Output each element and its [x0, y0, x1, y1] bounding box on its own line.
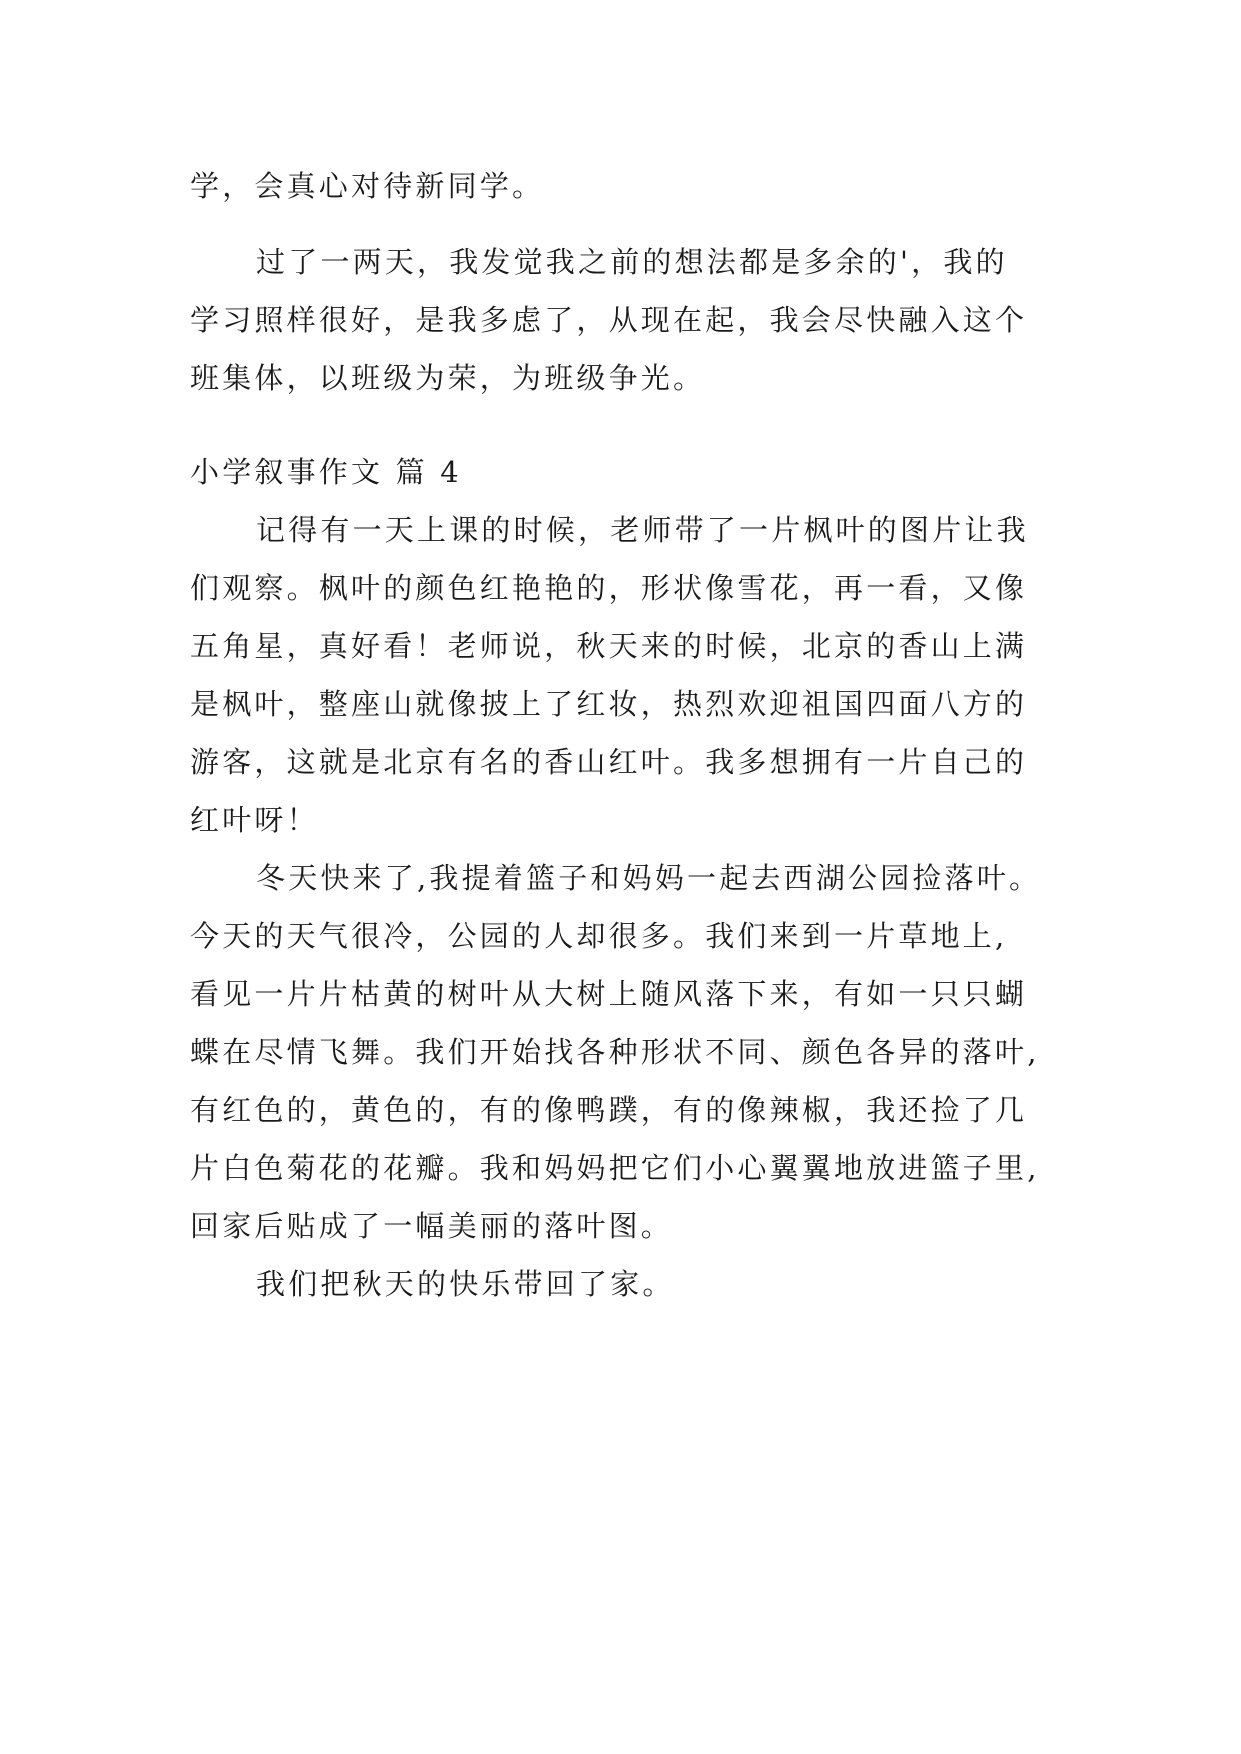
section-heading: 小学叙事作文 篇 4 — [190, 455, 462, 489]
text-line: 学，会真心对待新同学。 — [190, 169, 545, 203]
text-line: 今天的天气很冷，公园的人却很多。我们来到一片草地上, — [190, 919, 1008, 953]
text-line: 是枫叶，整座山就像披上了红妆，热烈欢迎祖国四面八方的 — [190, 687, 1028, 721]
section-gap — [190, 407, 1062, 443]
text-line: 记得有一天上课的时候，老师带了一片枫叶的图片让我 — [256, 513, 1029, 547]
paragraph-continued — [190, 157, 1062, 215]
text-line: 我们把秋天的快乐带回了家。 — [256, 1267, 675, 1301]
paragraph-gap — [190, 215, 1062, 233]
text-line: 游客，这就是北京有名的香山红叶。我多想拥有一片自己的 — [190, 745, 1028, 779]
text-line: 班集体，以班级为荣，为班级争光。 — [190, 361, 706, 395]
text-line: 们观察。枫叶的颜色红艳艳的，形状像雪花，再一看，又像 — [190, 571, 1028, 605]
text-line: 蝶在尽情飞舞。我们开始找各种形状不同、颜色各异的落叶, — [190, 1035, 1040, 1069]
text-line: 红叶呀！ — [190, 803, 319, 837]
text-line: 冬天快来了,我提着篮子和妈妈一起去西湖公园捡落叶。 — [256, 861, 1042, 895]
paragraph — [190, 1255, 1062, 1313]
paragraph — [190, 233, 1062, 407]
text-line: 过了一两天，我发觉我之前的想法都是多余的'，我的 — [256, 245, 1008, 279]
text-line: 回家后贴成了一幅美丽的落叶图。 — [190, 1209, 674, 1243]
paragraph — [190, 501, 1062, 849]
paragraph — [190, 849, 1062, 1255]
document-body — [190, 157, 1062, 1313]
text-line: 学习照样很好，是我多虑了，从现在起，我会尽快融入这个 — [190, 303, 1028, 337]
text-line: 片白色菊花的花瓣。我和妈妈把它们小心翼翼地放进篮子里, — [190, 1151, 1040, 1185]
text-line: 五角星，真好看！老师说，秋天来的时候，北京的香山上满 — [190, 629, 1028, 663]
text-line: 看见一片片枯黄的树叶从大树上随风落下来，有如一只只蝴 — [190, 977, 1028, 1011]
text-line: 有红色的，黄色的，有的像鸭蹼，有的像辣椒，我还捡了几 — [190, 1093, 1028, 1127]
